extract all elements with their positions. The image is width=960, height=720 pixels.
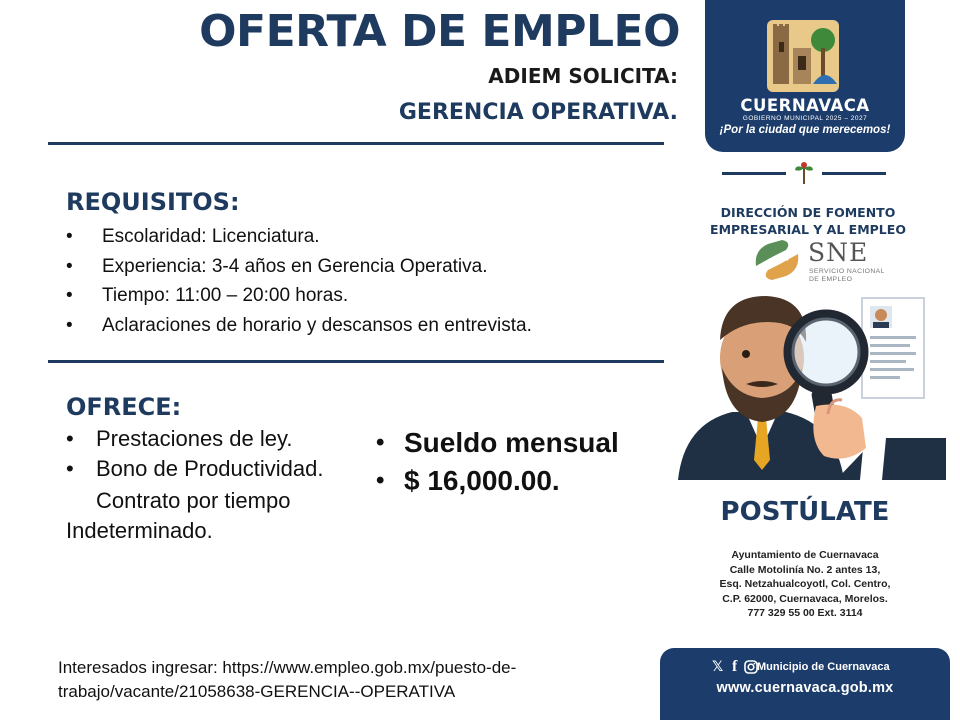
instagram-icon[interactable] — [744, 660, 758, 674]
address-line: Esq. Netzahualcoyotl, Col. Centro, — [719, 578, 891, 590]
job-position-title: GERENCIA OPERATIVA. — [398, 100, 678, 125]
social-account-label: Municipio de Cuernavaca — [757, 661, 890, 673]
apply-instructions — [58, 656, 618, 704]
subtitle-solicita: ADIEM SOLICITA: — [488, 64, 678, 88]
plant-emblem-icon — [792, 160, 816, 186]
requirement-item: • Escolaridad: Licenciatura. — [64, 222, 664, 252]
recruiter-magnifier-illustration — [676, 288, 948, 484]
logo-government-period: GOBIERNO MUNICIPAL 2025 – 2027 — [742, 115, 868, 122]
salary-label: • Sueldo mensual — [374, 424, 619, 462]
offer-list — [64, 424, 384, 484]
requirement-item: • Tiempo: 11:00 – 20:00 horas. — [64, 281, 664, 311]
address-phone: 777 329 55 00 Ext. 3114 — [747, 607, 863, 619]
requirement-item: • Aclaraciones de horario y descansos en entrevista. — [64, 311, 664, 341]
sne-acronym: SNE — [808, 238, 869, 267]
department-name: DIRECCIÓN DE FOMENTO EMPRESARIAL Y AL EMPLEO — [710, 205, 906, 237]
salary-block — [374, 424, 619, 500]
offer-item: • Bono de Productividad. — [64, 454, 384, 484]
address-line: Calle Motolinía No. 2 antes 13, — [729, 563, 881, 576]
sne-handshake-icon — [752, 236, 802, 284]
website-link[interactable]: www.cuernavaca.gob.mx — [716, 680, 894, 696]
cuernavaca-emblem-icon — [765, 18, 841, 94]
emblem-divider-right — [822, 172, 886, 175]
page-title: OFERTA DE EMPLEO — [199, 6, 680, 57]
sne-full-name: SERVICIO NACIONAL DE EMPLEO — [809, 268, 885, 283]
salary-amount: • $ 16,000.00. — [374, 462, 619, 500]
requirements-heading: REQUISITOS: — [66, 188, 240, 216]
requirements-list — [64, 222, 664, 340]
offer-item: • Prestaciones de ley. — [64, 424, 384, 454]
apply-link[interactable]: trabajo/vacante/21058638-GERENCIA--OPERATIVA — [58, 682, 456, 701]
apply-instructions-line-1: Interesados ingresar: https://www.empleo.gob.mx/puesto-de- — [58, 658, 517, 677]
office-address — [700, 548, 910, 621]
x-icon[interactable]: 𝕏 — [712, 658, 724, 674]
emblem-divider-left — [722, 172, 786, 175]
divider-top — [48, 142, 664, 145]
apply-now-heading: POSTÚLATE — [720, 497, 890, 527]
address-line: Ayuntamiento de Cuernavaca — [731, 549, 879, 561]
divider-middle — [48, 360, 664, 363]
offer-contract-line-2: Indeterminado. — [66, 518, 213, 543]
logo-city-name: CUERNAVACA — [740, 96, 870, 115]
offer-contract-line-1: Contrato por tiempo — [96, 488, 291, 513]
requirement-item: • Experiencia: 3-4 años en Gerencia Operativa. — [64, 252, 664, 282]
facebook-icon[interactable]: f — [732, 658, 738, 675]
offer-heading: OFRECE: — [66, 393, 182, 421]
logo-slogan: ¡Por la ciudad que merecemos! — [719, 124, 891, 136]
address-line: C.P. 62000, Cuernavaca, Morelos. — [722, 592, 888, 605]
